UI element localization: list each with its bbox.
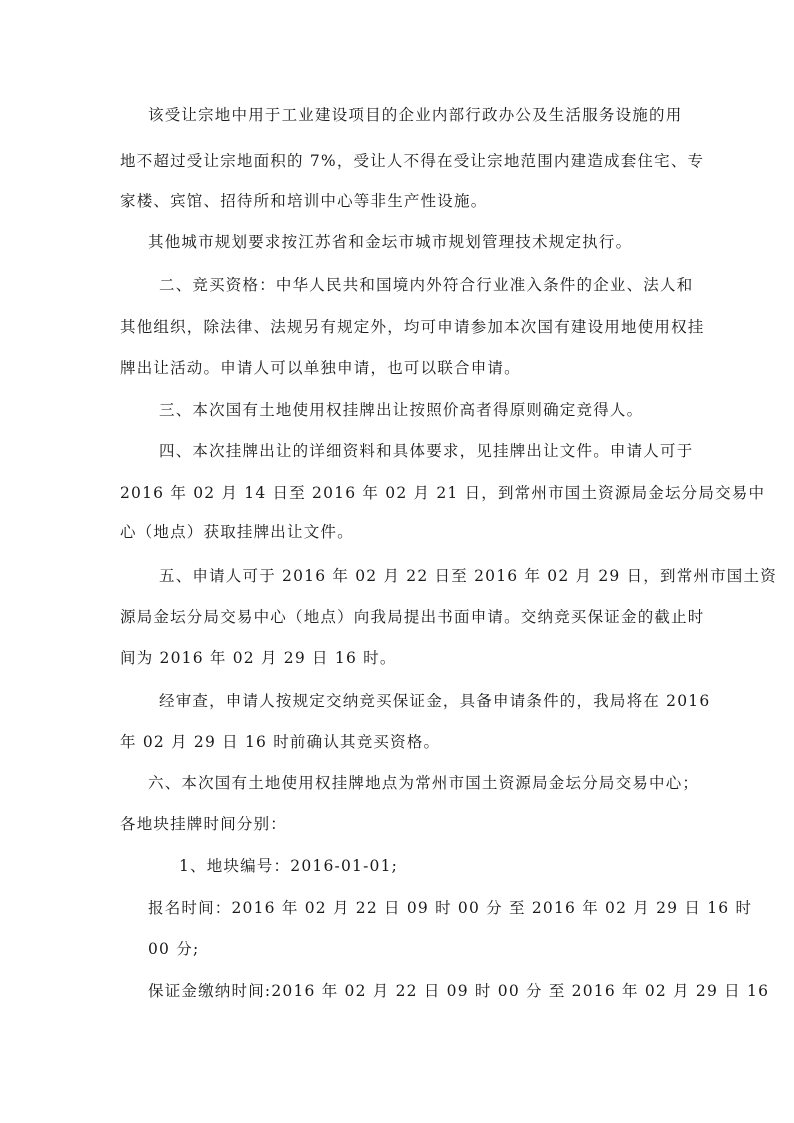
registration-time-line-2: 00 分; [148, 940, 200, 958]
paragraph-5-line-1: 四、本次挂牌出让的详细资料和具体要求，见挂牌出让文件。申请人可于 [159, 442, 694, 460]
paragraph-1-line-1: 该受让宗地中用于工业建设项目的企业内部行政办公及生活服务设施的用 [148, 106, 683, 124]
paragraph-7-line-1: 经审查，申请人按规定交纳竞买保证金，具备申请条件的，我局将在 2016 [159, 692, 711, 710]
paragraph-1-line-2: 地不超过受让宗地面积的 7%，受让人不得在受让宗地范围内建造成套住宅、专 [120, 152, 705, 170]
paragraph-7-line-2: 年 02 月 29 日 16 时前确认其竞买资格。 [120, 733, 441, 751]
paragraph-1-line-3: 家楼、宾馆、招待所和培训中心等非生产性设施。 [120, 192, 488, 210]
paragraph-5-line-3: 心（地点）获取挂牌出让文件。 [120, 523, 354, 541]
paragraph-6-line-1: 五、申请人可于 2016 年 02 月 22 日至 2016 年 02 月 29 日，到常州市国土资 [159, 567, 777, 585]
paragraph-8-line-2: 各地块挂牌时间分别： [120, 815, 288, 833]
parcel-number-line: 1、地块编号：2016-01-01; [179, 857, 399, 875]
paragraph-3-line-2: 其他组织，除法律、法规另有规定外，均可申请参加本次国有建设用地使用权挂 [120, 318, 705, 336]
deposit-payment-time-line: 保证金缴纳时间:2016 年 02 月 22 日 09 时 00 分 至 2016 年 02 月 29 日 16 [148, 982, 770, 1000]
paragraph-8-line-1: 六、本次国有土地使用权挂牌地点为常州市国土资源局金坛分局交易中心； [148, 774, 700, 792]
paragraph-2-line-1: 其他城市规划要求按江苏省和金坛市城市规划管理技术规定执行。 [148, 233, 633, 251]
paragraph-6-line-3: 间为 2016 年 02 月 29 日 16 时。 [120, 649, 397, 667]
paragraph-3-line-1: 二、竞买资格：中华人民共和国境内外符合行业准入条件的企业、法人和 [159, 276, 694, 294]
paragraph-6-line-2: 源局金坛分局交易中心（地点）向我局提出书面申请。交纳竞买保证金的截止时 [120, 608, 705, 626]
paragraph-3-line-3: 牌出让活动。申请人可以单独申请，也可以联合申请。 [120, 359, 521, 377]
paragraph-5-line-2: 2016 年 02 月 14 日至 2016 年 02 月 21 日，到常州市国土资源局金坛分局交易中 [120, 484, 766, 502]
registration-time-line-1: 报名时间：2016 年 02 月 22 日 09 时 00 分 至 2016 年 02 月 29 日 16 时 [148, 899, 753, 917]
paragraph-4-line-1: 三、本次国有土地使用权挂牌出让按照价高者得原则确定竞得人。 [159, 401, 644, 419]
